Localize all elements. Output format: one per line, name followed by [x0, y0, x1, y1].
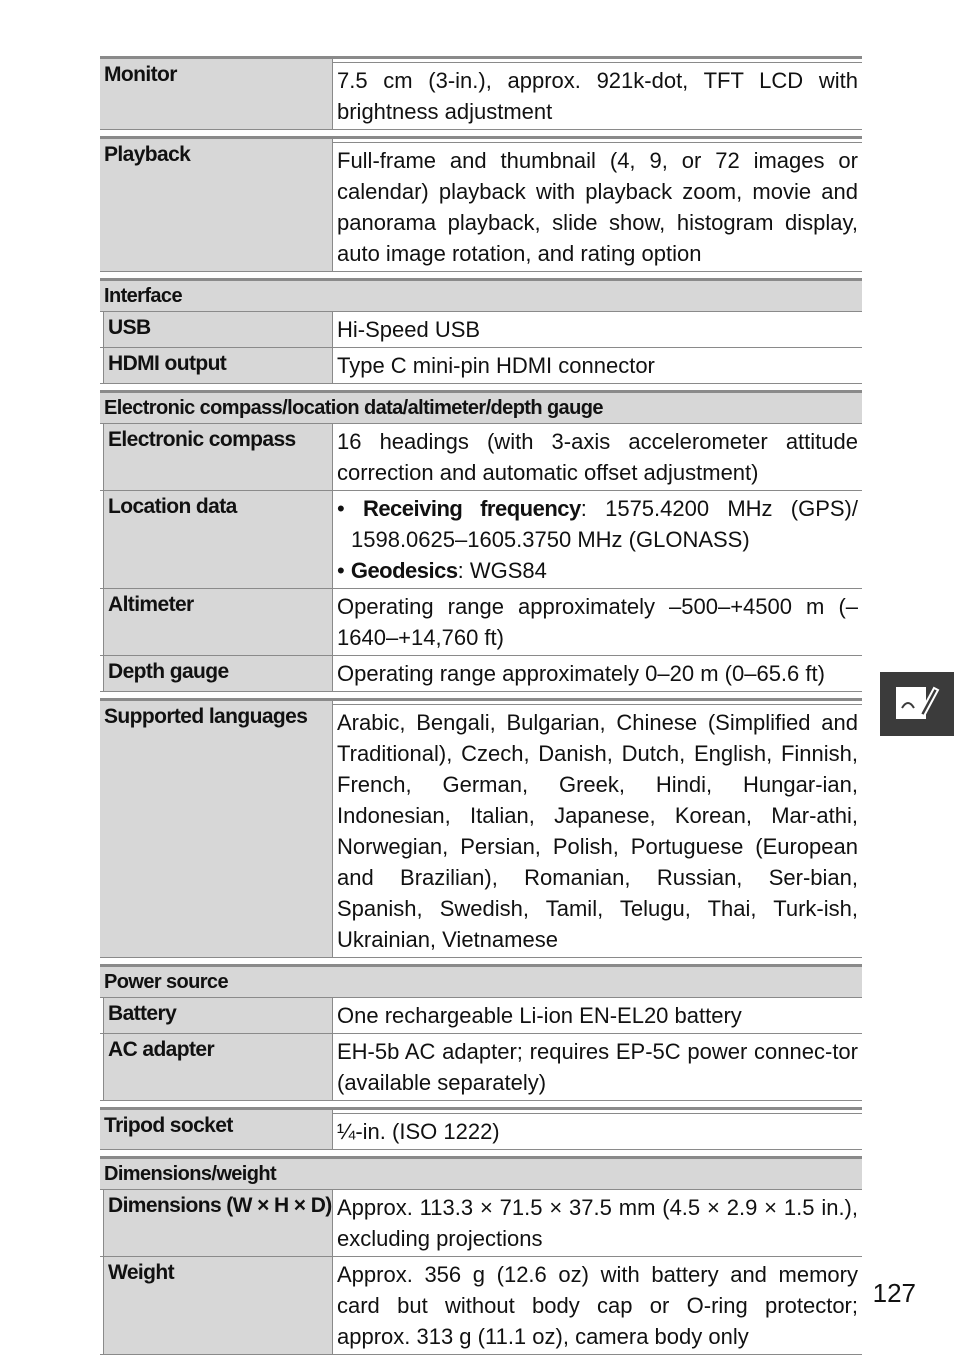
battery-value: One rechargeable Li-ion EN-EL20 battery	[337, 1003, 742, 1028]
dimensions-label: Dimensions (W × H × D)	[103, 1190, 333, 1256]
altimeter-label: Altimeter	[103, 589, 333, 655]
location-data-value	[333, 491, 862, 588]
usb-value: Hi-Speed USB	[337, 317, 481, 342]
location-data-label: Location data	[103, 491, 333, 588]
pencil-note-icon	[894, 684, 940, 724]
power-title: Power source	[100, 967, 862, 998]
spec-row	[100, 1257, 862, 1355]
spec-table	[100, 56, 862, 1361]
battery-label: Battery	[103, 998, 333, 1033]
weight-label: Weight	[103, 1257, 333, 1354]
playback-section	[100, 136, 862, 272]
spec-row	[100, 998, 862, 1034]
usb-label: USB	[103, 312, 333, 347]
electronic-compass-label: Electronic compass	[103, 424, 333, 490]
tripod-label: Tripod socket	[100, 1110, 333, 1149]
interface-section	[100, 278, 862, 384]
dimensions-title: Dimensions/weight	[100, 1159, 862, 1190]
dimensions-section	[100, 1156, 862, 1355]
ac-adapter-label: AC adapter	[103, 1034, 333, 1100]
depth-gauge-value: Operating range approximately 0–20 m (0–65.6 ft)	[337, 661, 825, 686]
spec-row	[100, 1190, 862, 1257]
weight-value: Approx. 356 g (12.6 oz) with battery and memory card but without body cap or O-ring protector; approx. 313 g (11.1 oz), camera body only	[337, 1262, 858, 1349]
spec-row	[100, 701, 862, 958]
monitor-value: 7.5 cm (3-in.), approx. 921k-dot, TFT LCD with brightness adjustment	[333, 62, 862, 129]
spec-row	[100, 656, 862, 692]
hdmi-label: HDMI output	[103, 348, 333, 383]
depth-gauge-label: Depth gauge	[103, 656, 333, 691]
languages-section	[100, 698, 862, 958]
languages-label: Supported languages	[100, 701, 333, 957]
languages-value: Arabic, Bengali, Bulgarian, Chinese (Simplified and Traditional), Czech, Danish, Dutch, English, Finnish, French, German, Greek, Hindi, Hungar-ian, Indonesian, Italian, Japanese, Korean, Mar-athi, Norwegian, Persian, Polish, Portuguese (European and Brazilian), Romanian, Russian, Ser-bian, Spanish, Swedish, Tamil, Telugu, Thai, Turk-ish, Ukrainian, Vietnamese	[333, 704, 862, 957]
hdmi-value: Type C mini-pin HDMI connector	[337, 353, 655, 378]
page-number: 127	[872, 1278, 916, 1308]
spec-row	[100, 589, 862, 656]
geodesics-label: Geodesics	[350, 558, 458, 583]
playback-label: Playback	[100, 139, 333, 271]
spec-row	[100, 59, 862, 130]
interface-title: Interface	[100, 281, 862, 312]
tripod-value: ¼-in. (ISO 1222)	[333, 1113, 862, 1149]
bullet-item: • Receiving frequency: 1575.4200 MHz (GPS)/ 1598.0625–1605.3750 MHz (GLONASS)	[337, 496, 858, 552]
chapter-tab	[880, 672, 954, 736]
geodesics-value: : WGS84	[457, 558, 547, 583]
dimensions-value: Approx. 113.3 × 71.5 × 37.5 mm (4.5 × 2.9 × 1.5 in.), excluding projections	[337, 1195, 858, 1251]
playback-value: Full-frame and thumbnail (4, 9, or 72 images or calendar) playback with playback zoom, movie and panorama playback, slide show, histogram display, auto image rotation, and rating option	[333, 142, 862, 271]
compass-section	[100, 390, 862, 692]
monitor-label: Monitor	[100, 59, 333, 129]
spec-row	[100, 1110, 862, 1150]
receiving-frequency-label: Receiving frequency	[362, 496, 581, 521]
tripod-section	[100, 1107, 862, 1150]
monitor-section	[100, 56, 862, 130]
spec-row	[100, 312, 862, 348]
electronic-compass-value: 16 headings (with 3-axis accelerometer attitude correction and automatic offset adjustment)	[337, 429, 858, 485]
compass-title: Electronic compass/location data/altimeter/depth gauge	[100, 393, 862, 424]
altimeter-value: Operating range approximately –500–+4500 m (–1640–+14,760 ft)	[337, 594, 858, 650]
spec-row	[100, 1034, 862, 1101]
bullet-item: • Geodesics: WGS84	[337, 558, 547, 583]
spec-row	[100, 491, 862, 589]
spec-row	[100, 424, 862, 491]
spec-row	[100, 348, 862, 384]
ac-adapter-value: EH-5b AC adapter; requires EP-5C power connec-tor (available separately)	[337, 1039, 858, 1095]
receiving-frequency-value: : 1575.4200 MHz (GPS)/ 1598.0625–1605.3750 MHz (GLONASS)	[351, 496, 858, 552]
spec-row	[100, 139, 862, 272]
power-section	[100, 964, 862, 1101]
